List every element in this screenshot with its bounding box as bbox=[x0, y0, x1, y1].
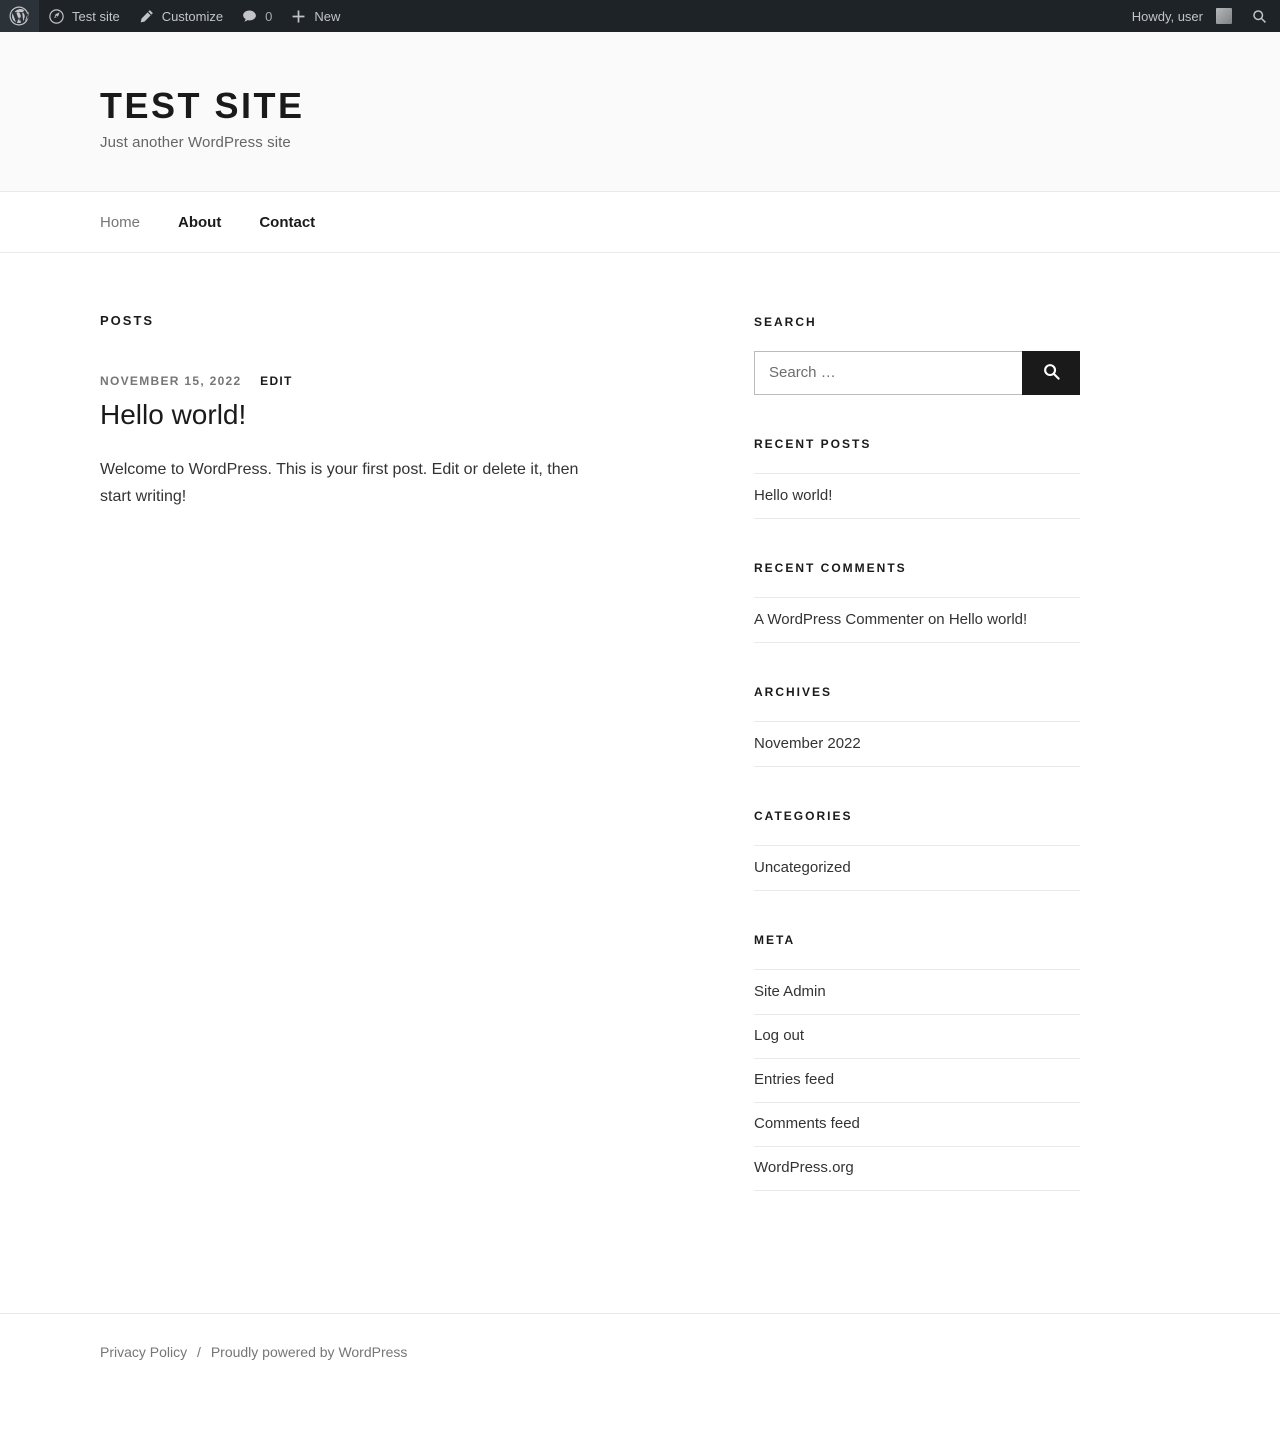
adminbar-comments[interactable] bbox=[232, 0, 281, 32]
widget-search-title: SEARCH bbox=[754, 314, 817, 329]
adminbar-customize[interactable] bbox=[129, 0, 232, 32]
comment-post-link[interactable]: Hello world! bbox=[948, 610, 1028, 628]
widget-archives-title: ARCHIVES bbox=[754, 684, 833, 699]
comment-on-word: on bbox=[927, 610, 945, 628]
widget-categories-title: CATEGORIES bbox=[754, 808, 853, 823]
site-footer-wrap bbox=[0, 1313, 1280, 1400]
adminbar-howdy-label: Howdy, user bbox=[1131, 8, 1203, 24]
meta-link-site-admin[interactable]: Site Admin bbox=[754, 982, 826, 1000]
list-item bbox=[754, 473, 1080, 519]
plus-icon bbox=[290, 8, 307, 25]
nav-item-contact[interactable]: Contact bbox=[259, 213, 316, 231]
list-item bbox=[754, 597, 1080, 643]
post-edit-link[interactable]: EDIT bbox=[260, 373, 293, 388]
widget-meta-title: META bbox=[754, 932, 796, 947]
archives-list bbox=[754, 721, 1080, 767]
list-item bbox=[754, 845, 1080, 891]
dashboard-icon bbox=[48, 8, 65, 25]
meta-list bbox=[754, 969, 1080, 1191]
adminbar-customize-label: Customize bbox=[161, 8, 224, 24]
widget-search bbox=[754, 315, 1080, 395]
list-item bbox=[754, 1147, 1080, 1191]
adminbar-right-group bbox=[1123, 0, 1280, 32]
post-article bbox=[100, 374, 700, 510]
adminbar-new[interactable] bbox=[281, 0, 349, 32]
pencil-icon bbox=[138, 8, 155, 25]
adminbar-new-label: New bbox=[314, 8, 341, 24]
adminbar-site-name[interactable] bbox=[39, 0, 129, 32]
search-icon bbox=[1042, 362, 1061, 384]
post-meta bbox=[100, 374, 700, 388]
meta-link-comments-feed[interactable]: Comments feed bbox=[754, 1114, 860, 1132]
list-item bbox=[754, 969, 1080, 1015]
comment-author[interactable]: A WordPress Commenter bbox=[754, 610, 924, 628]
site-description: Just another WordPress site bbox=[100, 133, 291, 151]
archive-link[interactable]: November 2022 bbox=[754, 734, 861, 752]
search-form bbox=[754, 351, 1080, 395]
recent-posts-list bbox=[754, 473, 1080, 519]
post-excerpt: Welcome to WordPress. This is your first post. Edit or delete it, then start writing! bbox=[100, 461, 579, 505]
widget-archives bbox=[754, 685, 1080, 767]
sidebar bbox=[754, 313, 1080, 1233]
list-item bbox=[754, 1103, 1080, 1147]
privacy-policy-link[interactable]: Privacy Policy bbox=[100, 1343, 188, 1360]
search-submit-button[interactable] bbox=[1022, 351, 1080, 395]
search-icon bbox=[1251, 8, 1268, 25]
content-area bbox=[100, 253, 1180, 1313]
widget-meta bbox=[754, 933, 1080, 1191]
list-item bbox=[754, 721, 1080, 767]
meta-link-log-out[interactable]: Log out bbox=[754, 1026, 805, 1044]
categories-list bbox=[754, 845, 1080, 891]
footer-separator: / bbox=[197, 1343, 201, 1360]
wordpress-credit-link[interactable]: Proudly powered by WordPress bbox=[210, 1343, 408, 1360]
site-header bbox=[0, 32, 1280, 192]
nav-item-about[interactable]: About bbox=[178, 213, 222, 231]
post-title[interactable]: Hello world! bbox=[100, 398, 247, 430]
adminbar-wordpress-logo[interactable] bbox=[0, 0, 39, 32]
category-link[interactable]: Uncategorized bbox=[754, 858, 851, 876]
widget-recent-posts bbox=[754, 437, 1080, 519]
site-title[interactable]: TEST SITE bbox=[100, 85, 305, 126]
search-input[interactable] bbox=[754, 351, 1022, 395]
list-item bbox=[754, 1059, 1080, 1103]
primary-navigation bbox=[0, 192, 1280, 253]
nav-item-home[interactable]: Home bbox=[100, 213, 141, 231]
widget-recent-posts-title: RECENT POSTS bbox=[754, 436, 872, 451]
widget-recent-comments bbox=[754, 561, 1080, 643]
meta-link-wordpress-org[interactable]: WordPress.org bbox=[754, 1158, 854, 1176]
post-date[interactable]: NOVEMBER 15, 2022 bbox=[100, 373, 242, 388]
posts-section-label: POSTS bbox=[100, 312, 155, 328]
main-content bbox=[100, 313, 700, 1233]
wordpress-icon bbox=[9, 6, 29, 26]
widget-recent-comments-title: RECENT COMMENTS bbox=[754, 560, 907, 575]
list-item bbox=[754, 1015, 1080, 1059]
admin-bar bbox=[0, 0, 1280, 32]
adminbar-comments-count: 0 bbox=[265, 8, 273, 24]
meta-link-entries-feed[interactable]: Entries feed bbox=[754, 1070, 835, 1088]
nav-list bbox=[100, 192, 1180, 252]
comment-bubble-icon bbox=[241, 8, 258, 25]
user-avatar bbox=[1216, 8, 1232, 24]
recent-comments-list bbox=[754, 597, 1080, 643]
adminbar-my-account[interactable] bbox=[1123, 0, 1241, 32]
adminbar-site-name-label: Test site bbox=[72, 8, 120, 24]
recent-post-link[interactable]: Hello world! bbox=[754, 486, 833, 504]
widget-categories bbox=[754, 809, 1080, 891]
adminbar-search-toggle[interactable] bbox=[1241, 0, 1280, 32]
site-footer bbox=[100, 1314, 1180, 1400]
